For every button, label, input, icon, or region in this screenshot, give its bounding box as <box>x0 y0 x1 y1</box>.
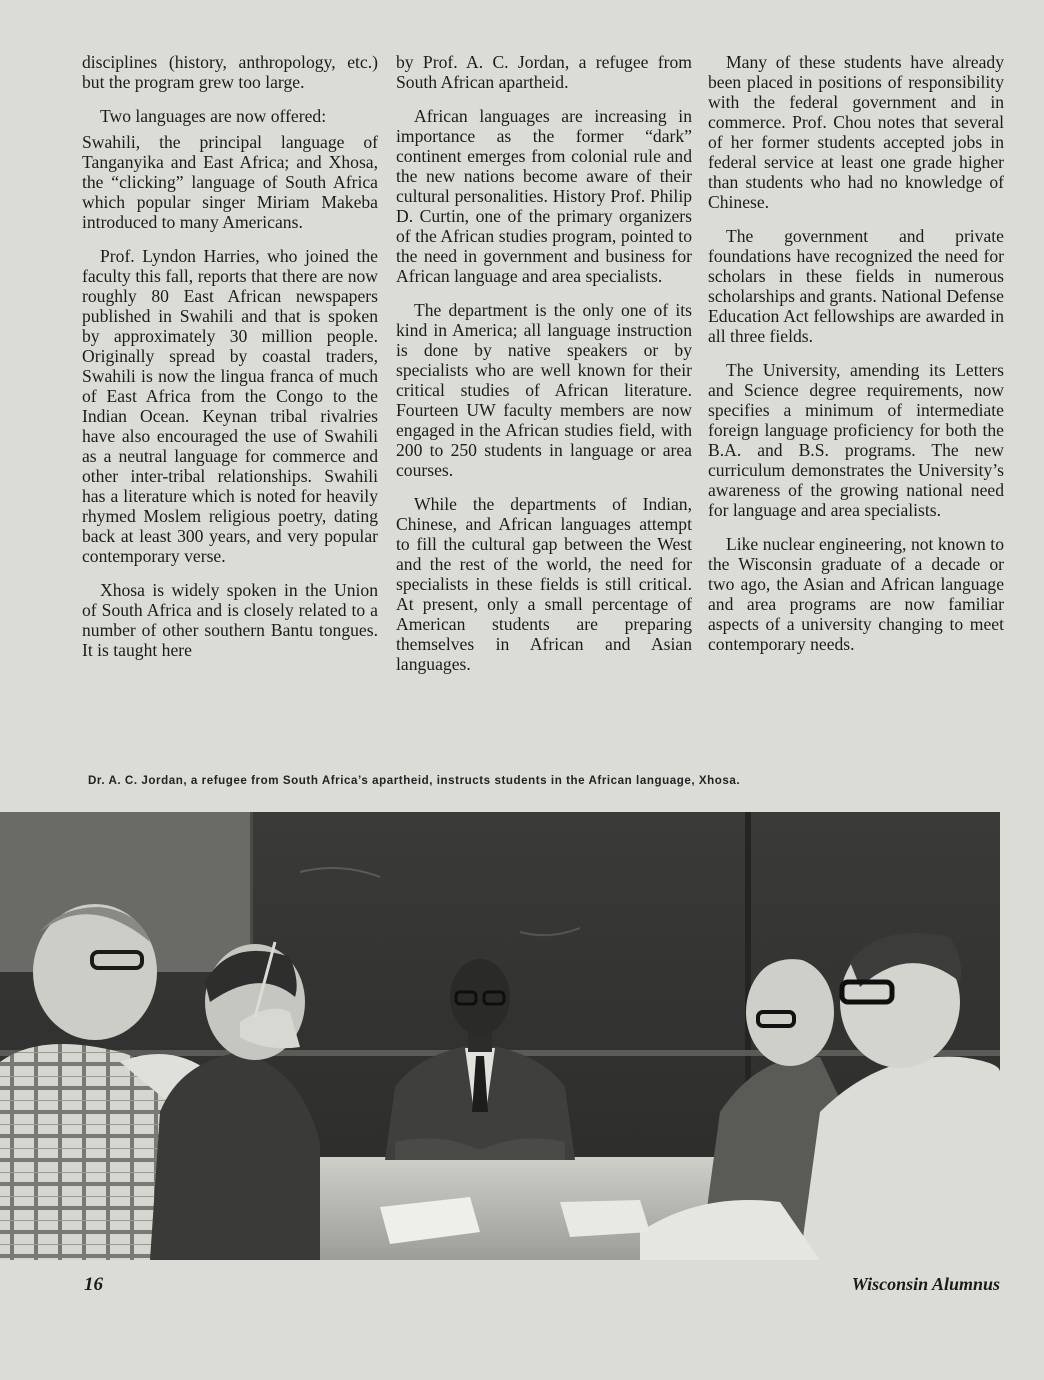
paragraph: African languages are increasing in importance as the former “dark” continent emerges from colonial rule and the new nations become aware of their cultural personalities. History Prof. Philip D. Curtin, one of the primary organizers of the African studies program, pointed to the need in government and business for African language and area specialists. <box>396 106 692 286</box>
paragraph: Prof. Lyndon Harries, who joined the faculty this fall, reports that there are now roughly 80 East African newspapers published in Swahili and that is spoken by approximately 30 million people. Originally spread by coastal traders, Swahili is now the lingua franca of much of East Africa from the Congo to the Indian Ocean. Keynan tribal rivalries have also encouraged the use of Swahili as a neutral language for commerce and other inter-tribal relationships. Swahili has a literature which is noted for heavily rhymed Moslem religious poetry, dating back at least 300 years, and very popular contemporary verse. <box>82 246 378 566</box>
photo-caption: Dr. A. C. Jordan, a refugee from South Africa’s apartheid, instructs students in the African language, Xhosa. <box>88 774 741 787</box>
paragraph: Like nuclear engineering, not known to the Wisconsin graduate of a decade or two ago, the Asian and African language and area programs are now familiar aspects of a university changing to meet contemporary needs. <box>708 534 1004 654</box>
article-column-3 <box>708 52 1004 668</box>
paragraph: Swahili, the principal language of Tanganyika and East Africa; and Xhosa, the “clicking” language of South Africa which popular singer Miriam Makeba introduced to many Americans. <box>82 132 378 232</box>
article-column-2 <box>396 52 692 688</box>
paragraph: The government and private foundations have recognized the need for scholars in these fields in numerous scholarships and grants. National Defense Education Act fellowships are awarded in all three fields. <box>708 226 1004 346</box>
paragraph: While the departments of Indian, Chinese, and African languages attempt to fill the cultural gap between the West and the rest of the world, the need for specialists in these fields is still critical. At present, only a small percentage of American students are preparing themselves in African and Asian languages. <box>396 494 692 674</box>
page-number: 16 <box>84 1274 103 1295</box>
paragraph: Xhosa is widely spoken in the Union of South Africa and is closely related to a number of other southern Bantu tongues. It is taught here <box>82 580 378 660</box>
paragraph: by Prof. A. C. Jordan, a refugee from South African apartheid. <box>396 52 692 92</box>
paragraph: Many of these students have already been placed in positions of responsibility with the federal government and in commerce. Prof. Chou notes that several of her former students accepted jobs in federal service at least one grade higher than students who had no knowledge of Chinese. <box>708 52 1004 212</box>
classroom-photo-illustration <box>0 812 1000 1260</box>
classroom-photo <box>0 812 1000 1260</box>
article-column-1 <box>82 52 378 674</box>
paragraph: The University, amending its Letters and Science degree requirements, now specifies a minimum of intermediate foreign language proficiency for both the B.A. and B.S. programs. The new curriculum demonstrates the University’s awareness of the growing national need for language and area specialists. <box>708 360 1004 520</box>
magazine-title: Wisconsin Alumnus <box>851 1274 1000 1294</box>
paragraph: disciplines (history, anthropology, etc.) but the program grew too large. <box>82 52 378 92</box>
paragraph: Two languages are now offered: <box>100 106 327 126</box>
paragraph: The department is the only one of its kind in America; all language instruction is done by native speakers or by specialists who are well known for their critical studies of African literature. Fourteen UW faculty members are now engaged in the African studies field, with 200 to 250 students in language or area courses. <box>396 300 692 480</box>
